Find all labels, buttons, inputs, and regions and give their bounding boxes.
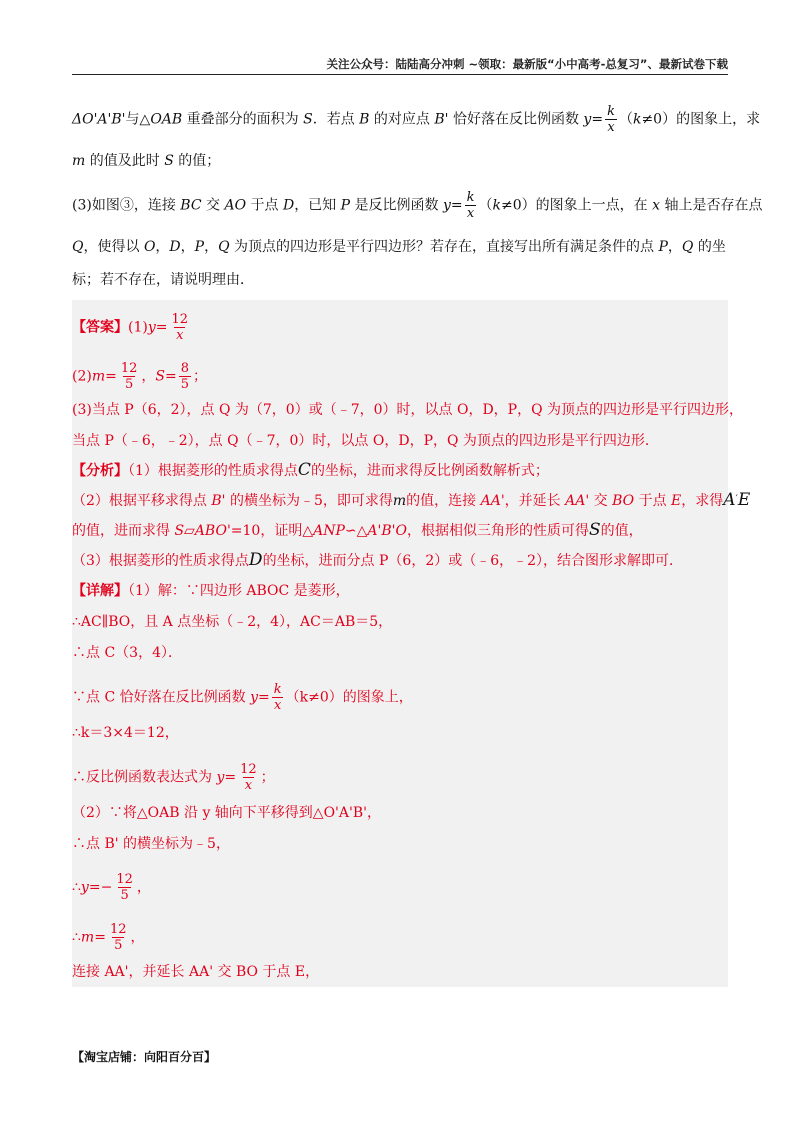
q-text: 的值及此时	[85, 153, 165, 169]
detail-text: m	[80, 929, 95, 946]
a-text: S	[155, 368, 165, 385]
an-text: AA'	[480, 493, 505, 509]
analysis-label: 【分析】	[72, 463, 128, 479]
q-text: BC	[180, 197, 202, 214]
q-text: 的对应点	[369, 111, 435, 128]
answer-label: 【答案】	[72, 319, 128, 336]
an-text: A'B'O	[367, 523, 407, 539]
detail-line-8: ∴点 B' 的横坐标为﹣5，	[72, 836, 230, 852]
fraction	[465, 190, 477, 221]
an-text: 交	[589, 493, 613, 509]
q-text: 重叠部分的面积为	[182, 111, 304, 128]
detail-line-1	[72, 581, 732, 601]
q-text: ，	[180, 239, 195, 255]
an-text: AA'	[565, 493, 590, 509]
numerator: 12	[240, 762, 257, 777]
denominator: x	[244, 778, 253, 793]
an-text: ANP	[313, 523, 345, 539]
detail-text: y	[250, 689, 258, 706]
detail-text: =	[257, 689, 270, 706]
detail-line-4	[72, 682, 732, 713]
q-text: m	[72, 153, 86, 169]
analysis-line-4	[72, 550, 732, 571]
q-text: ，使得以	[83, 239, 144, 255]
q-text: 为顶点的四边形是平行四边形？若存在，直接写出所有满足条件的点	[229, 239, 659, 255]
an-text: 的值，连接	[406, 493, 481, 509]
an-text: A	[723, 490, 736, 510]
detail-text: =−	[88, 879, 113, 896]
denominator: x	[176, 328, 184, 343]
an-text: S	[588, 520, 601, 540]
fraction	[170, 312, 191, 343]
an-text: 的坐标，进而求得反比例函数解析式；	[310, 463, 549, 479]
q-text: B	[359, 111, 370, 128]
q-text: 的值；	[173, 153, 221, 169]
q-text: Q	[218, 239, 230, 255]
a-text: (1)	[128, 319, 148, 336]
q-text: ，	[204, 239, 219, 255]
fraction	[605, 104, 617, 135]
detail-text: ∵点 C 恰好落在反比例函数	[72, 689, 251, 706]
q-text: B'	[434, 111, 449, 128]
answer-line-3: (3)当点 P（6，2），点 Q 为（7，0）或（﹣7，0）时，以点 O，D，P，Q 为顶点的四边形是平行四边形，	[72, 402, 744, 418]
numerator: 12	[109, 922, 127, 937]
an-text: （3）根据菱形的性质求得点	[72, 553, 249, 569]
q-text: ≠0）的图象上一点，在	[501, 197, 653, 214]
question-line-2	[72, 151, 732, 171]
fraction	[179, 361, 191, 392]
an-text: （1）根据菱形的性质求得点	[128, 463, 298, 479]
denominator: 5	[114, 938, 123, 953]
q-text: ，	[155, 239, 170, 255]
q-text: x	[652, 197, 660, 214]
numerator: k	[466, 190, 475, 205]
detail-line-7: （2）∵将△OAB 沿 y 轴向下平移得到△O'A'B'，	[72, 805, 381, 821]
denominator: 5	[124, 377, 134, 392]
detail-line-6	[72, 762, 732, 793]
q-text: 的坐	[693, 239, 726, 255]
page-header: 关注公众号：陆陆高分冲刺 ~领取：最新版“小中高考-总复习”、最新试卷下载	[326, 57, 728, 71]
a-text: m	[91, 368, 106, 385]
q-text: P	[658, 239, 668, 255]
q-text: ≠0）的图象上，求	[641, 111, 761, 128]
an-text: ，求得	[681, 493, 724, 509]
q-text: ΔO'A'B'	[72, 111, 126, 128]
detail-line-2: ∴AC∥BO，且 A 点坐标（﹣2，4），AC＝AB＝5，	[72, 614, 393, 630]
an-text: 的值，进而求得	[72, 523, 175, 539]
question-line-3	[72, 190, 763, 221]
detail-text: =	[94, 929, 106, 946]
question-line-5: 标；若不存在，请说明理由．	[72, 272, 254, 288]
detail-text: ∴反比例函数表达式为	[72, 769, 217, 786]
q-text: 与△	[125, 111, 151, 128]
detail-text: ；	[260, 769, 275, 786]
fraction	[108, 922, 129, 953]
detail-text: y	[216, 769, 225, 786]
answer-line-2	[72, 361, 732, 392]
q-text: S	[303, 111, 313, 128]
detail-line-3: ∴点 C（3，4）．	[72, 645, 182, 661]
an-text: S▱ABO'	[174, 523, 231, 539]
an-text: D	[248, 550, 263, 570]
a-text: y	[147, 319, 156, 336]
answer-line-1	[72, 312, 732, 343]
detail-text: ∴	[72, 879, 81, 896]
analysis-line-2	[72, 490, 751, 511]
denominator: x	[607, 120, 615, 135]
q-text: 恰好落在反比例函数	[448, 111, 584, 128]
q-text: y	[442, 197, 451, 214]
q-text: =	[591, 111, 604, 128]
detail-text: （1）解：∵四边形 ABOC 是菱形，	[128, 583, 350, 599]
detail-text: ∴	[72, 929, 81, 946]
an-text: BO	[612, 493, 635, 509]
q-text: ，已知	[294, 197, 341, 214]
detail-line-11: 连接 AA'，并延长 AA' 交 BO 于点 E，	[72, 964, 320, 980]
q-text: (3)如图③，连接	[72, 197, 181, 214]
q-text: O	[143, 239, 156, 255]
an-text: C	[297, 460, 311, 480]
an-text: m	[392, 493, 407, 509]
page-footer: 【淘宝店铺：向阳百分百】	[72, 1050, 217, 1064]
q-text: ，	[667, 239, 682, 255]
an-text: E	[671, 493, 682, 509]
numerator: 8	[180, 361, 190, 376]
a-text: ，	[141, 368, 156, 385]
a-text: =	[165, 368, 177, 385]
q-text: =	[450, 197, 463, 214]
analysis-line-1	[72, 460, 732, 481]
fraction	[272, 682, 284, 713]
a-text: ；	[193, 368, 208, 385]
answer-line-4: 当点 P（﹣6，﹣2），点 Q（﹣7，0）时，以点 O，D，P，Q 为顶点的四边形是平行四边形．	[72, 433, 659, 449]
q-text: D	[282, 197, 295, 214]
q-text: P	[194, 239, 205, 255]
denominator: x	[466, 206, 475, 221]
detail-line-9	[72, 872, 732, 903]
q-text: y	[583, 111, 592, 128]
an-text: ，并延长	[504, 493, 566, 509]
detail-text: y	[80, 879, 89, 896]
detail-text: ，	[130, 929, 145, 946]
q-text: OAB	[150, 111, 183, 128]
numerator: k	[273, 682, 282, 697]
denominator: x	[273, 698, 282, 713]
header-rule	[72, 74, 728, 75]
detail-text: =	[224, 769, 237, 786]
an-text: E	[737, 490, 751, 510]
q-text: ．若点	[312, 111, 360, 128]
q-text: 交	[201, 197, 225, 214]
q-text: S	[164, 153, 174, 169]
detail-line-10	[72, 922, 732, 953]
q-text: AO	[224, 197, 247, 214]
q-text: Q	[681, 239, 694, 255]
an-text: 于点	[634, 493, 672, 509]
analysis-line-3	[72, 520, 732, 541]
q-text: 是反比例函数	[350, 197, 443, 214]
numerator: k	[607, 104, 615, 119]
an-text: ′	[735, 494, 738, 505]
denominator: 5	[180, 377, 190, 392]
an-text: 的值，	[600, 523, 643, 539]
q-text: 于点	[246, 197, 283, 214]
a-text: =	[105, 368, 117, 385]
an-text: B'	[211, 493, 226, 509]
a-text: =	[155, 319, 168, 336]
a-text: (2)	[72, 368, 92, 385]
q-text: 轴上是否存在点	[660, 197, 763, 214]
an-text: ，根据相似三角形的性质可得	[406, 523, 589, 539]
numerator: 12	[116, 872, 133, 887]
q-text: D	[169, 239, 181, 255]
an-text: ∽△	[344, 523, 368, 539]
fraction	[114, 872, 135, 903]
an-text: 的坐标，进而分点 P（6，2）或（﹣6，﹣2），结合图形求解即可．	[262, 553, 684, 569]
q-text: Q	[72, 239, 84, 255]
q-text: P	[340, 197, 351, 214]
detail-line-5: ∴k＝3×4＝12，	[72, 725, 179, 741]
fraction	[119, 361, 140, 392]
q-text: （	[478, 197, 493, 214]
numerator: 12	[171, 312, 189, 327]
an-text: （2）根据平移求得点	[72, 493, 212, 509]
an-text: =10，证明△	[230, 523, 314, 539]
detail-text: ，	[136, 879, 151, 896]
q-text: （	[618, 111, 633, 128]
detail-text: （k≠0）的图象上，	[285, 689, 413, 706]
question-line-4	[72, 237, 732, 257]
q-text: k	[492, 197, 501, 214]
q-text: k	[632, 111, 642, 128]
question-line-1	[72, 104, 761, 135]
denominator: 5	[120, 888, 129, 903]
numerator: 12	[120, 361, 138, 376]
an-text: 的横坐标为﹣5，即可求得	[225, 493, 393, 509]
detail-label: 【详解】	[72, 583, 128, 599]
fraction	[238, 762, 259, 793]
